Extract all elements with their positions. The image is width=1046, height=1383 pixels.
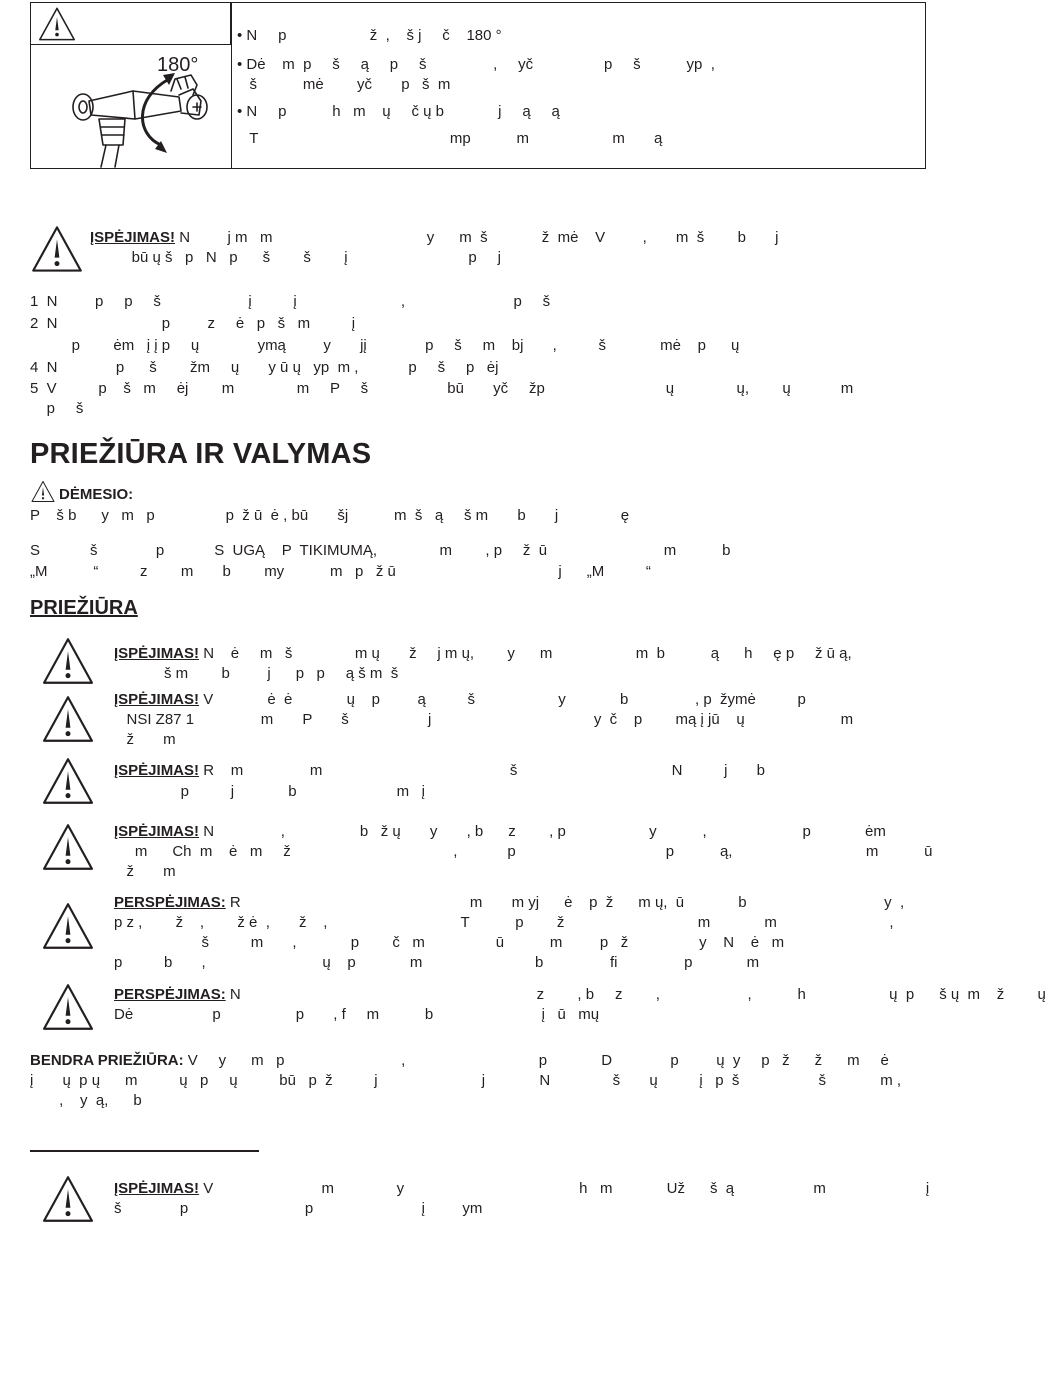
warning-line [114,1178,929,1199]
warning-triangle-icon [40,1174,96,1224]
general-maintenance-line: , y ą, b [30,1092,142,1109]
warning-line: NSI Z87 1 m P š j y č p mą į jū ų m [114,711,854,728]
list-item: 1 N p p š į į , p š [30,293,551,310]
warning-triangle-icon [40,636,96,686]
general-maintenance-line [30,1050,889,1071]
warning-triangle-icon [40,756,96,806]
general-maintenance-line: į ų p ų m ų p ų bū p ž j j N š ų į p š š m , [30,1072,902,1089]
warning-label: ĮSPĖJIMAS! [114,645,200,662]
warning-line [114,984,1046,1005]
warning-label: ĮSPĖJIMAS! [90,229,176,246]
warning-line: š m b j p p ą š m š [114,665,399,682]
warning-line [90,227,778,248]
warning-text: V ė ė ų p ą š y b , p žymė p [199,691,806,708]
warning-text: R m m yj ė p ž m ų, ū b y , [225,894,905,911]
warning-line: ž m [114,731,176,748]
warning-line [114,689,806,710]
warning-triangle-icon [40,901,96,951]
warning-label: ĮSPĖJIMAS! [114,691,200,708]
top-box-header-cell [31,3,231,45]
list-item: p š [30,400,84,417]
attention-label: DĖMESIO: [59,486,134,503]
rotation-angle-label: 180° [157,54,199,76]
general-maintenance-text: V y m p , p D p ų y p ž ž m ė [183,1052,889,1069]
section-title: PRIEŽIŪRA IR VALYMAS [30,438,372,470]
section-rule [30,1150,259,1152]
warning-text: V m y h m Už š ą m į [199,1180,930,1197]
warning-triangle-icon [37,6,77,42]
warning-line [114,892,904,913]
maintenance-title: PRIEŽIŪRA [30,597,138,619]
warning-triangle-icon [40,982,96,1032]
list-item: 4 N p š žm ų y ū ų yp m , p š p ėj [30,359,499,376]
warning-line: p j b m į [114,783,425,800]
bullet-line: š mė yč p š m [237,76,451,93]
warning-text: N j m m y m š ž mė V , m š b j [175,229,779,246]
bullet-line: • Dė m p š ą p š , yč p š yp , [237,56,715,73]
list-item: 5 V p š m ėj m m P š bū yč žp ų ų, ų m [30,380,854,397]
warning-triangle-icon [30,480,56,503]
warning-line: ž m [114,863,176,880]
paragraph-line: S š p S UGĄ P TIKIMUMĄ, m , p ž ū m b [30,542,731,559]
warning-triangle-icon [40,822,96,872]
warning-text: N ė m š m ų ž j m ų, y m m b ą h ę p ž ū ą, [199,645,852,662]
paragraph-line: „M “ z m b my m p ž ū j „M “ [30,563,651,580]
warning-text: R m m š N j b [199,762,765,779]
list-item: 2 N p z ė p š m į [30,315,356,332]
warning-line: Dė p p , f m b į ū mų [114,1006,600,1023]
warning-triangle-icon [30,224,84,274]
warning-line [114,643,852,664]
warning-line: m Ch m ė m ž , p p ą, m ū [114,843,933,860]
attention-text: P š b y m p p ž ū ė , bū šj m š ą š m b j ę [30,507,630,524]
warning-line [114,760,765,781]
list-item: p ėm į į p ų ymą y jį p š m bj , š mė p ų [30,337,740,354]
top-box-divider [231,3,232,168]
warning-label: PERSPĖJIMAS: [114,986,226,1003]
warning-text: N , b ž ų y , b z , p y , p ėm [199,823,886,840]
warning-line [114,821,886,842]
warning-line: p b , ų p m b fi p m [114,954,760,971]
warning-text: N z , b z , , h ų p š ų m ž ų [225,986,1046,1003]
general-maintenance-label: BENDRA PRIEŽIŪRA: [30,1052,184,1069]
bullet-line: • N p h m ų č ų b j ą ą [237,103,560,120]
bullet-line: • N p ž , š j č 180 ° [237,27,502,44]
warning-line: š p p į ym [114,1200,483,1217]
warning-line: bū ų š p N p š š į p j [90,249,501,266]
top-warning-box [30,2,926,169]
warning-label: ĮSPĖJIMAS! [114,823,200,840]
warning-label: ĮSPĖJIMAS! [114,762,200,779]
warning-label: PERSPĖJIMAS: [114,894,226,911]
warning-line: p z , ž , ž ė , ž , T p ž m m , [114,914,894,931]
warning-label: ĮSPĖJIMAS! [114,1180,200,1197]
bullet-line: T mp m m ą [237,130,663,147]
warning-line: š m , p č m ū m p ž y N ė m [114,934,785,951]
warning-triangle-icon [40,694,96,744]
